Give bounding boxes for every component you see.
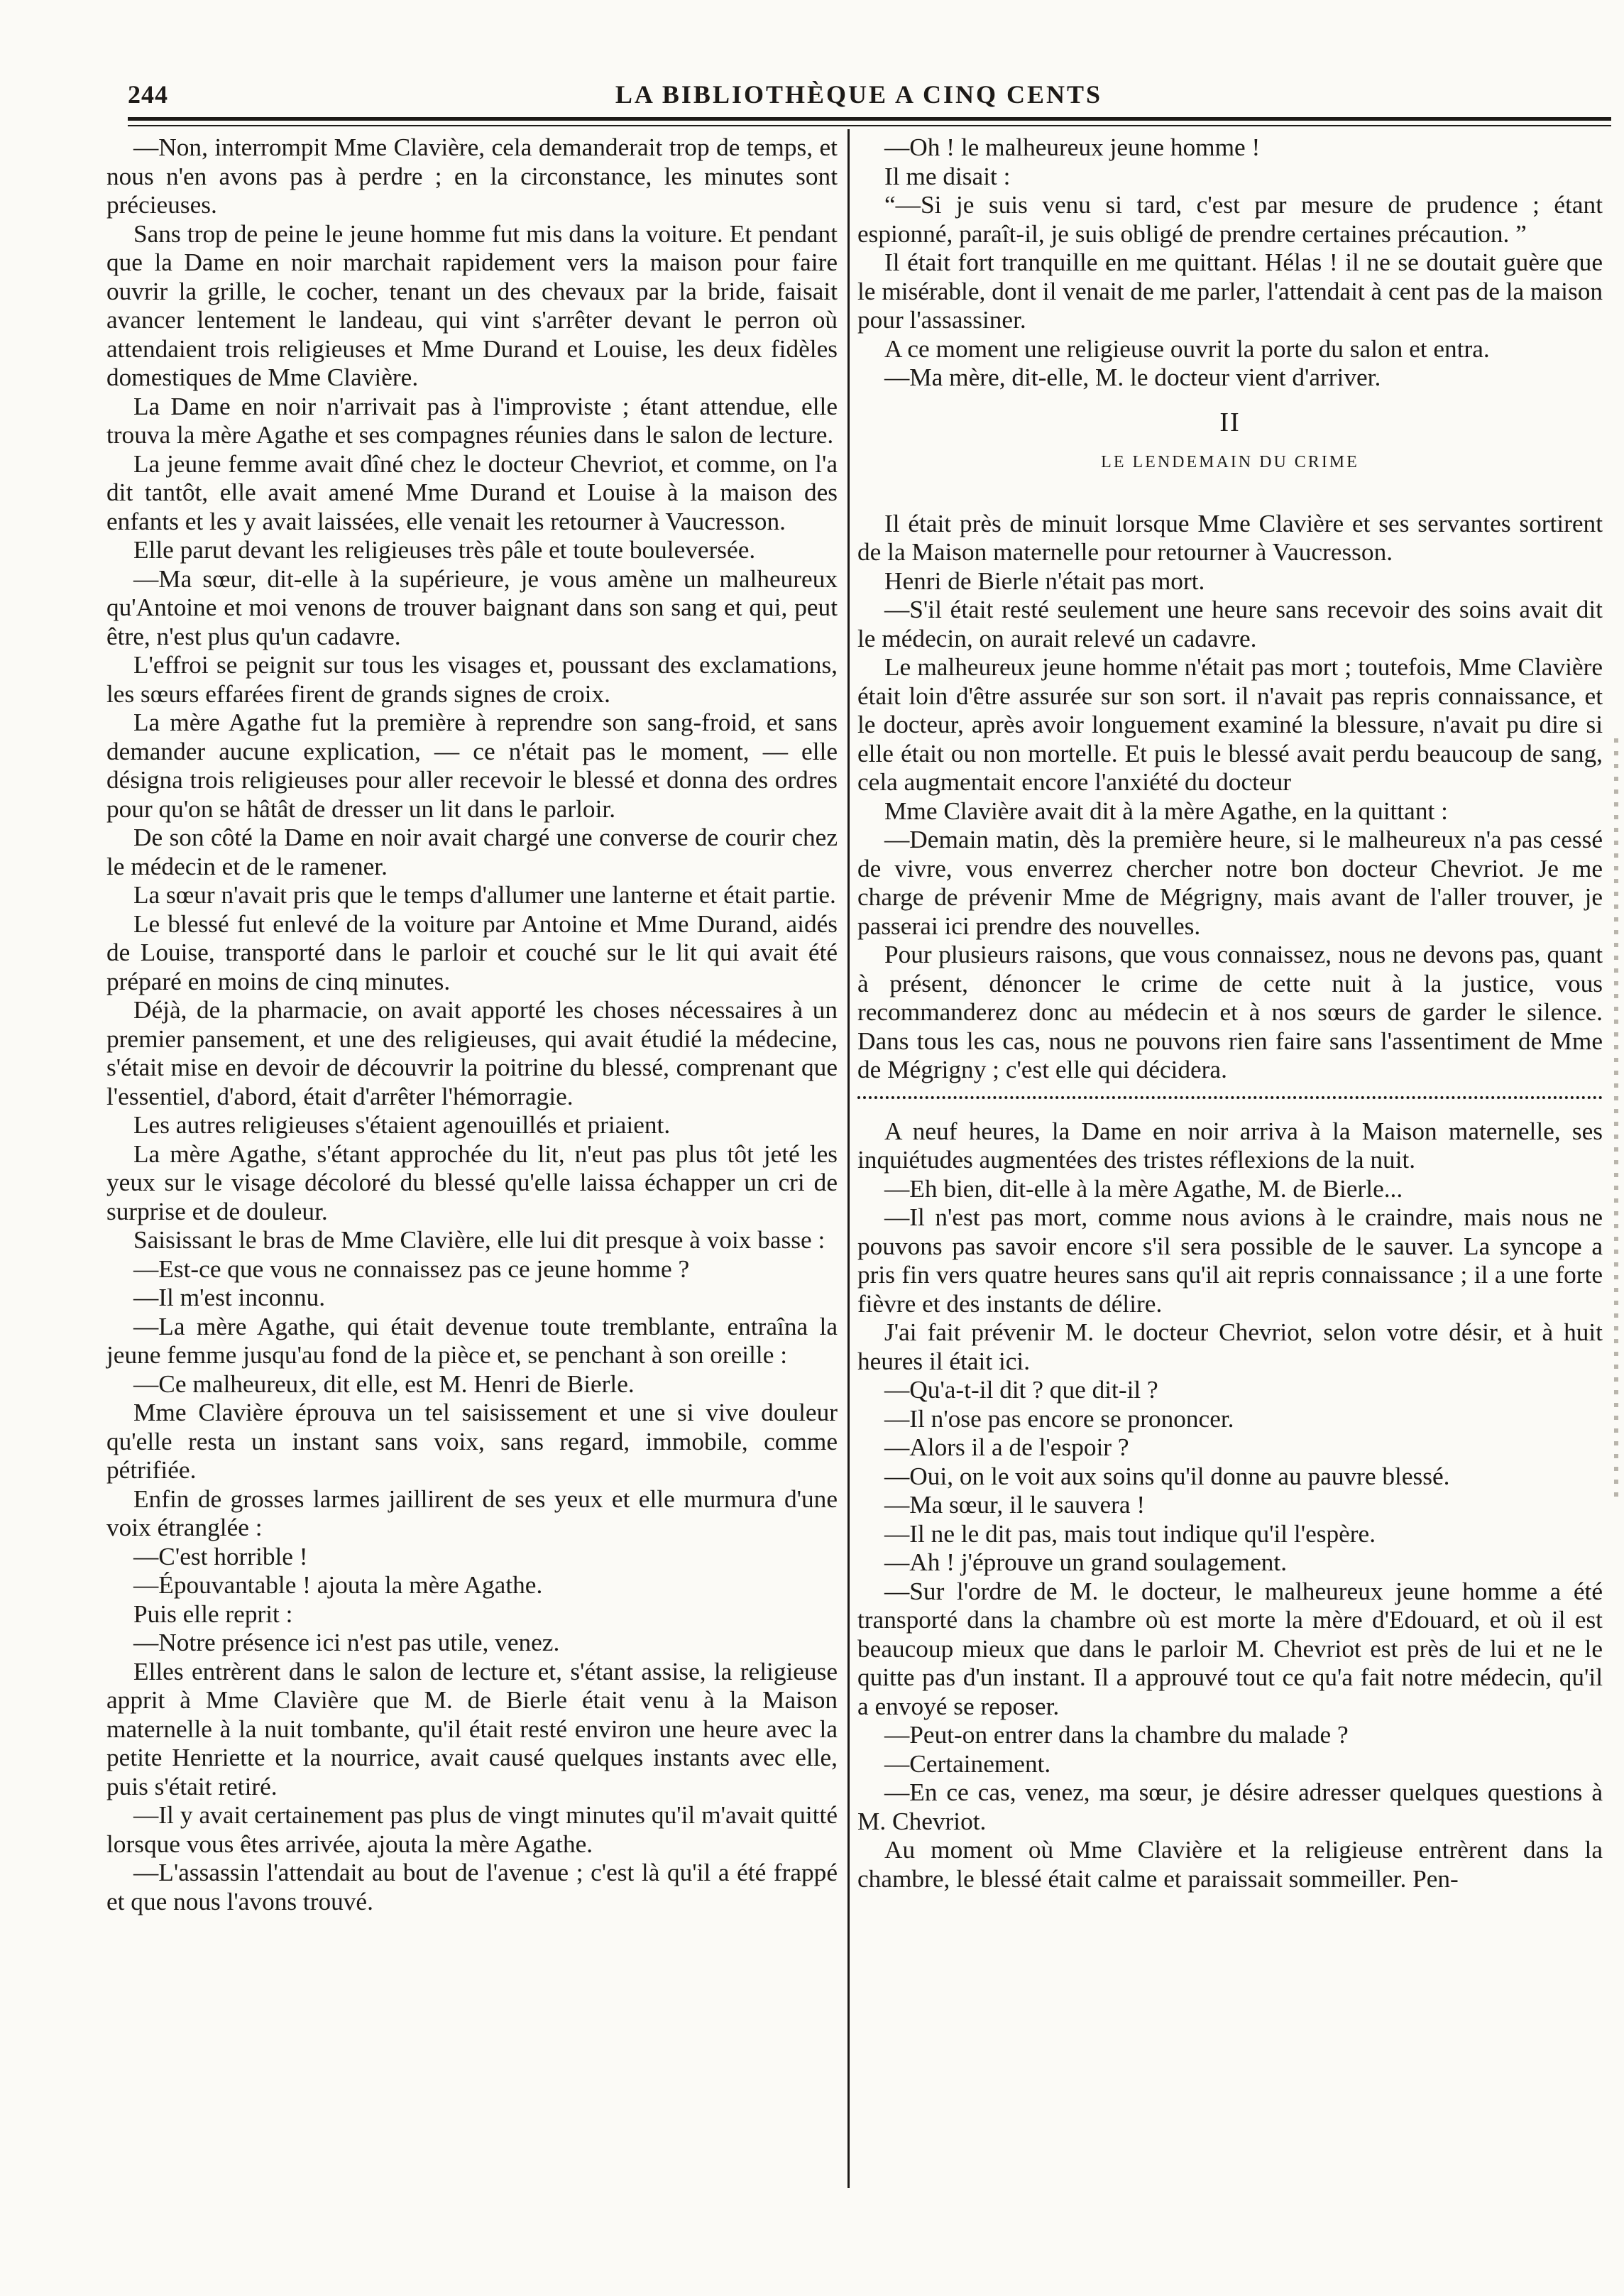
chapter-title: LE LENDEMAIN DU CRIME xyxy=(1101,453,1359,471)
column-divider xyxy=(847,129,850,2188)
paragraph: —La mère Agathe, qui était devenue toute tremblante, entraîna la jeune femme jusqu'au fond de la pièce et, se penchant à son oreille : xyxy=(106,1312,838,1369)
paragraph: La mère Agathe fut la première à reprendre son sang-froid, et sans demander aucune explication, — ce n'était pas le moment, — elle désigna trois religieuses pour aller recevoir le blessé et donna des ordres pour qu'on se hâtât de dresser un lit dans le parloir. xyxy=(106,709,838,823)
paragraph: “—Si je suis venu si tard, c'est par mesure de prudence ; étant espionné, paraît-il, je suis obligé de prendre certaines précaution. ” xyxy=(857,191,1603,248)
paragraph: Mme Clavière avait dit à la mère Agathe, en la quittant : xyxy=(884,797,1448,825)
paragraph: —Ce malheureux, dit elle, est M. Henri de Bierle. xyxy=(133,1370,635,1398)
paragraph: Le malheureux jeune homme n'était pas mort ; toutefois, Mme Clavière était loin d'être assurée sur son sort. il n'avait pas repris connaissance, et le docteur, après avoir longuement examiné la blessure, n'avait pu dire si elle était ou non mortelle. Et puis le blessé avait perdu beaucoup de sang, cela augmentait encore l'anxiété du docteur xyxy=(857,653,1603,796)
paragraph: —C'est horrible ! xyxy=(133,1542,308,1570)
paragraph: Elles entrèrent dans le salon de lecture et, s'étant assise, la religieuse apprit à Mme Clavière que M. de Bierle était venu à la Maison maternelle à la nuit tombante, qu'il était resté environ une heure avec la petite Henriette et la nourrice, avait causé quelques instants avec elle, puis s'était retiré. xyxy=(106,1657,838,1800)
paragraph: —Épouvantable ! ajouta la mère Agathe. xyxy=(133,1571,543,1599)
right-column-bottom-section xyxy=(857,1117,1603,1894)
chapter-number: II xyxy=(1219,407,1241,437)
paragraph: —Il ne le dit pas, mais tout indique qu'il l'espère. xyxy=(884,1519,1376,1548)
right-column-middle-section xyxy=(857,510,1603,1085)
paragraph: —Ah ! j'éprouve un grand soulagement. xyxy=(884,1548,1288,1576)
paragraph: Sans trop de peine le jeune homme fut mis dans la voiture. Et pendant que la Dame en noir marchait rapidement vers la maison pour faire ouvrir la grille, le cocher, tenant un des chevaux par la bride, faisait avancer lentement le landeau, qui vint s'arrêter devant le perron où attendaient trois religieuses et Mme Durand et Louise, les deux fidèles domestiques de Mme Clavière. xyxy=(106,219,838,391)
left-column xyxy=(106,133,838,1916)
paragraph: De son côté la Dame en noir avait chargé une converse de courir chez le médecin et de le ramener. xyxy=(106,824,838,880)
paragraph: Il était fort tranquille en me quittant. Hélas ! il ne se doutait guère que le misérable, dont il venait de me parler, l'attendait à cent pas de la maison pour l'assassiner. xyxy=(857,248,1603,334)
paragraph: Déjà, de la pharmacie, on avait apporté les choses nécessaires à un premier pansement, et une des religieuses, qui avait étudié la médecine, s'était mise en devoir de découvrir la poitrine du blessé, comprenant que l'essentiel, d'abord, était d'arrêter l'hémorragie. xyxy=(106,996,838,1110)
paragraph: —Eh bien, dit-elle à la mère Agathe, M. de Bierle... xyxy=(884,1174,1403,1203)
page-edge-mark xyxy=(1614,738,1618,1505)
paragraph: —Certainement. xyxy=(884,1749,1051,1778)
paragraph: A ce moment une religieuse ouvrit la porte du salon et entra. xyxy=(884,334,1490,363)
paragraph: —Sur l'ordre de M. le docteur, le malheureux jeune homme a été transporté dans la chambre où est morte la mère d'Edouard, et où il est beaucoup mieux que dans le parloir M. Chevriot est près de lui et ne le quitte pas d'un instant. Il a approuvé tout ce qu'a fait notre médecin, qu'il a envoyé se reposer. xyxy=(857,1577,1603,1720)
paragraph: La Dame en noir n'arrivait pas à l'improviste ; étant attendue, elle trouva la mère Agathe et ses compagnes réunies dans le salon de lecture. xyxy=(106,392,838,449)
paragraph: Il me disait : xyxy=(884,162,1011,190)
paragraph: J'ai fait prévenir M. le docteur Chevriot, selon votre désir, et à huit heures il était ici. xyxy=(857,1318,1603,1375)
paragraph: L'effroi se peignit sur tous les visages et, poussant des exclamations, les sœurs effarées firent de grands signes de croix. xyxy=(106,651,838,708)
paragraph: —Notre présence ici n'est pas utile, venez. xyxy=(133,1629,560,1656)
paragraph: —Peut-on entrer dans la chambre du malade ? xyxy=(884,1721,1349,1749)
paragraph: —Ma sœur, il le sauvera ! xyxy=(884,1491,1146,1519)
paragraph: Au moment où Mme Clavière et la religieuse entrèrent dans la chambre, le blessé était calme et paraissait sommeiller. Pen- xyxy=(857,1836,1603,1893)
paragraph: —Il n'est pas mort, comme nous avions à le craindre, mais nous ne pouvons pas savoir encore s'il sera possible de le sauver. La syncope a pris fin vers quatre heures sans qu'il ait repris connaissance ; il a une forte fièvre et des instants de délire. xyxy=(857,1203,1603,1318)
paragraph: —S'il était resté seulement une heure sans recevoir des soins avait dit le médecin, on aurait relevé un cadavre. xyxy=(857,596,1603,652)
paragraph: A neuf heures, la Dame en noir arriva à la Maison maternelle, ses inquiétudes augmentées des tristes réflexions de la nuit. xyxy=(857,1117,1603,1174)
paragraph: Elle parut devant les religieuses très pâle et toute bouleversée. xyxy=(133,536,756,564)
paragraph: La jeune femme avait dîné chez le docteur Chevriot, et comme, on l'a dit tantôt, elle avait amené Mme Durand et Louise à la maison des enfants et les y avait laissées, elle venait les retourner à Vaucresson. xyxy=(106,449,838,535)
paragraph: Saisissant le bras de Mme Clavière, elle lui dit presque à voix basse : xyxy=(133,1226,825,1254)
paragraph: Pour plusieurs raisons, que vous connaissez, nous ne devons pas, quant à présent, dénoncer le crime de cette nuit à la justice, vous recommanderez donc au médecin et à nos sœurs de garder le silence. Dans tous les cas, nous ne pouvons rien faire sans l'assentiment de Mme de Mégrigny ; c'est elle qui décidera. xyxy=(857,941,1603,1083)
paragraph: —Il n'ose pas encore se prononcer. xyxy=(884,1404,1234,1433)
paragraph: —Non, interrompit Mme Clavière, cela demanderait trop de temps, et nous n'en avons pas à perdre ; en la circonstance, les minutes sont précieuses. xyxy=(106,133,838,219)
paragraph: —L'assassin l'attendait au bout de l'avenue ; c'est là qu'il a été frappé et que nous l'avons trouvé. xyxy=(106,1859,838,1915)
paragraph: Henri de Bierle n'était pas mort. xyxy=(884,567,1205,595)
section-separator xyxy=(857,1096,1603,1099)
right-column-top-section xyxy=(857,133,1603,393)
paragraph: Mme Clavière éprouva un tel saisissement et une si vive douleur qu'elle resta un instant sans voix, sans regard, immobile, comme pétrifiée. xyxy=(106,1399,838,1484)
page-number: 244 xyxy=(128,80,168,109)
paragraph: —Demain matin, dès la première heure, si le malheureux n'a pas cessé de vivre, vous enverrez chercher notre bon docteur Chevriot. Je me charge de prévenir Mme de Mégrigny, mais avant de l'aller trouver, je passerai ici prendre des nouvelles. xyxy=(857,826,1603,940)
paragraph: Puis elle reprit : xyxy=(133,1600,293,1628)
header-rule-thick xyxy=(128,117,1611,121)
paragraph: La mère Agathe, s'étant approchée du lit, n'eut pas plus tôt jeté les yeux sur le visage décoloré du blessé qu'elle laissa échapper un cri de surprise et de douleur. xyxy=(106,1139,838,1225)
paragraph: Le blessé fut enlevé de la voiture par Antoine et Mme Durand, aidés de Louise, transporté dans le parloir et couché sur le lit qui avait été préparé en moins de cinq minutes. xyxy=(106,909,838,995)
paragraph: —Oh ! le malheureux jeune homme ! xyxy=(884,133,1261,161)
paragraph: —Alors il a de l'espoir ? xyxy=(884,1433,1129,1461)
running-title: LA BIBLIOTHÈQUE A CINQ CENTS xyxy=(615,80,1103,109)
paragraph: Enfin de grosses larmes jaillirent de ses yeux et elle murmura d'une voix étranglée : xyxy=(106,1485,838,1541)
paragraph: —Ma sœur, dit-elle à la supérieure, je vous amène un malheureux qu'Antoine et moi venons de trouver baignant dans son sang et qui, peut être, n'est plus qu'un cadavre. xyxy=(106,564,838,650)
right-column xyxy=(857,133,1603,1893)
paragraph: —Qu'a-t-il dit ? que dit-il ? xyxy=(884,1376,1158,1404)
paragraph: —Est-ce que vous ne connaissez pas ce jeune homme ? xyxy=(133,1254,690,1283)
page-header xyxy=(106,80,1611,122)
header-rule-thin xyxy=(128,125,1611,126)
paragraph: —Il m'est inconnu. xyxy=(133,1284,326,1311)
paragraph: La sœur n'avait pris que le temps d'allumer une lanterne et était partie. xyxy=(133,881,836,909)
paragraph: —Ma mère, dit-elle, M. le docteur vient d'arriver. xyxy=(884,363,1381,391)
paragraph: —En ce cas, venez, ma sœur, je désire adresser quelques questions à M. Chevriot. xyxy=(857,1778,1603,1835)
paragraph: —Oui, on le voit aux soins qu'il donne au pauvre blessé. xyxy=(884,1462,1450,1490)
paragraph: Les autres religieuses s'étaient agenouillés et priaient. xyxy=(133,1111,671,1139)
paragraph: Il était près de minuit lorsque Mme Clavière et ses servantes sortirent de la Maison maternelle pour retourner à Vaucresson. xyxy=(857,509,1603,566)
paragraph: —Il y avait certainement pas plus de vingt minutes qu'il m'avait quitté lorsque vous êtes arrivée, ajouta la mère Agathe. xyxy=(106,1801,838,1858)
